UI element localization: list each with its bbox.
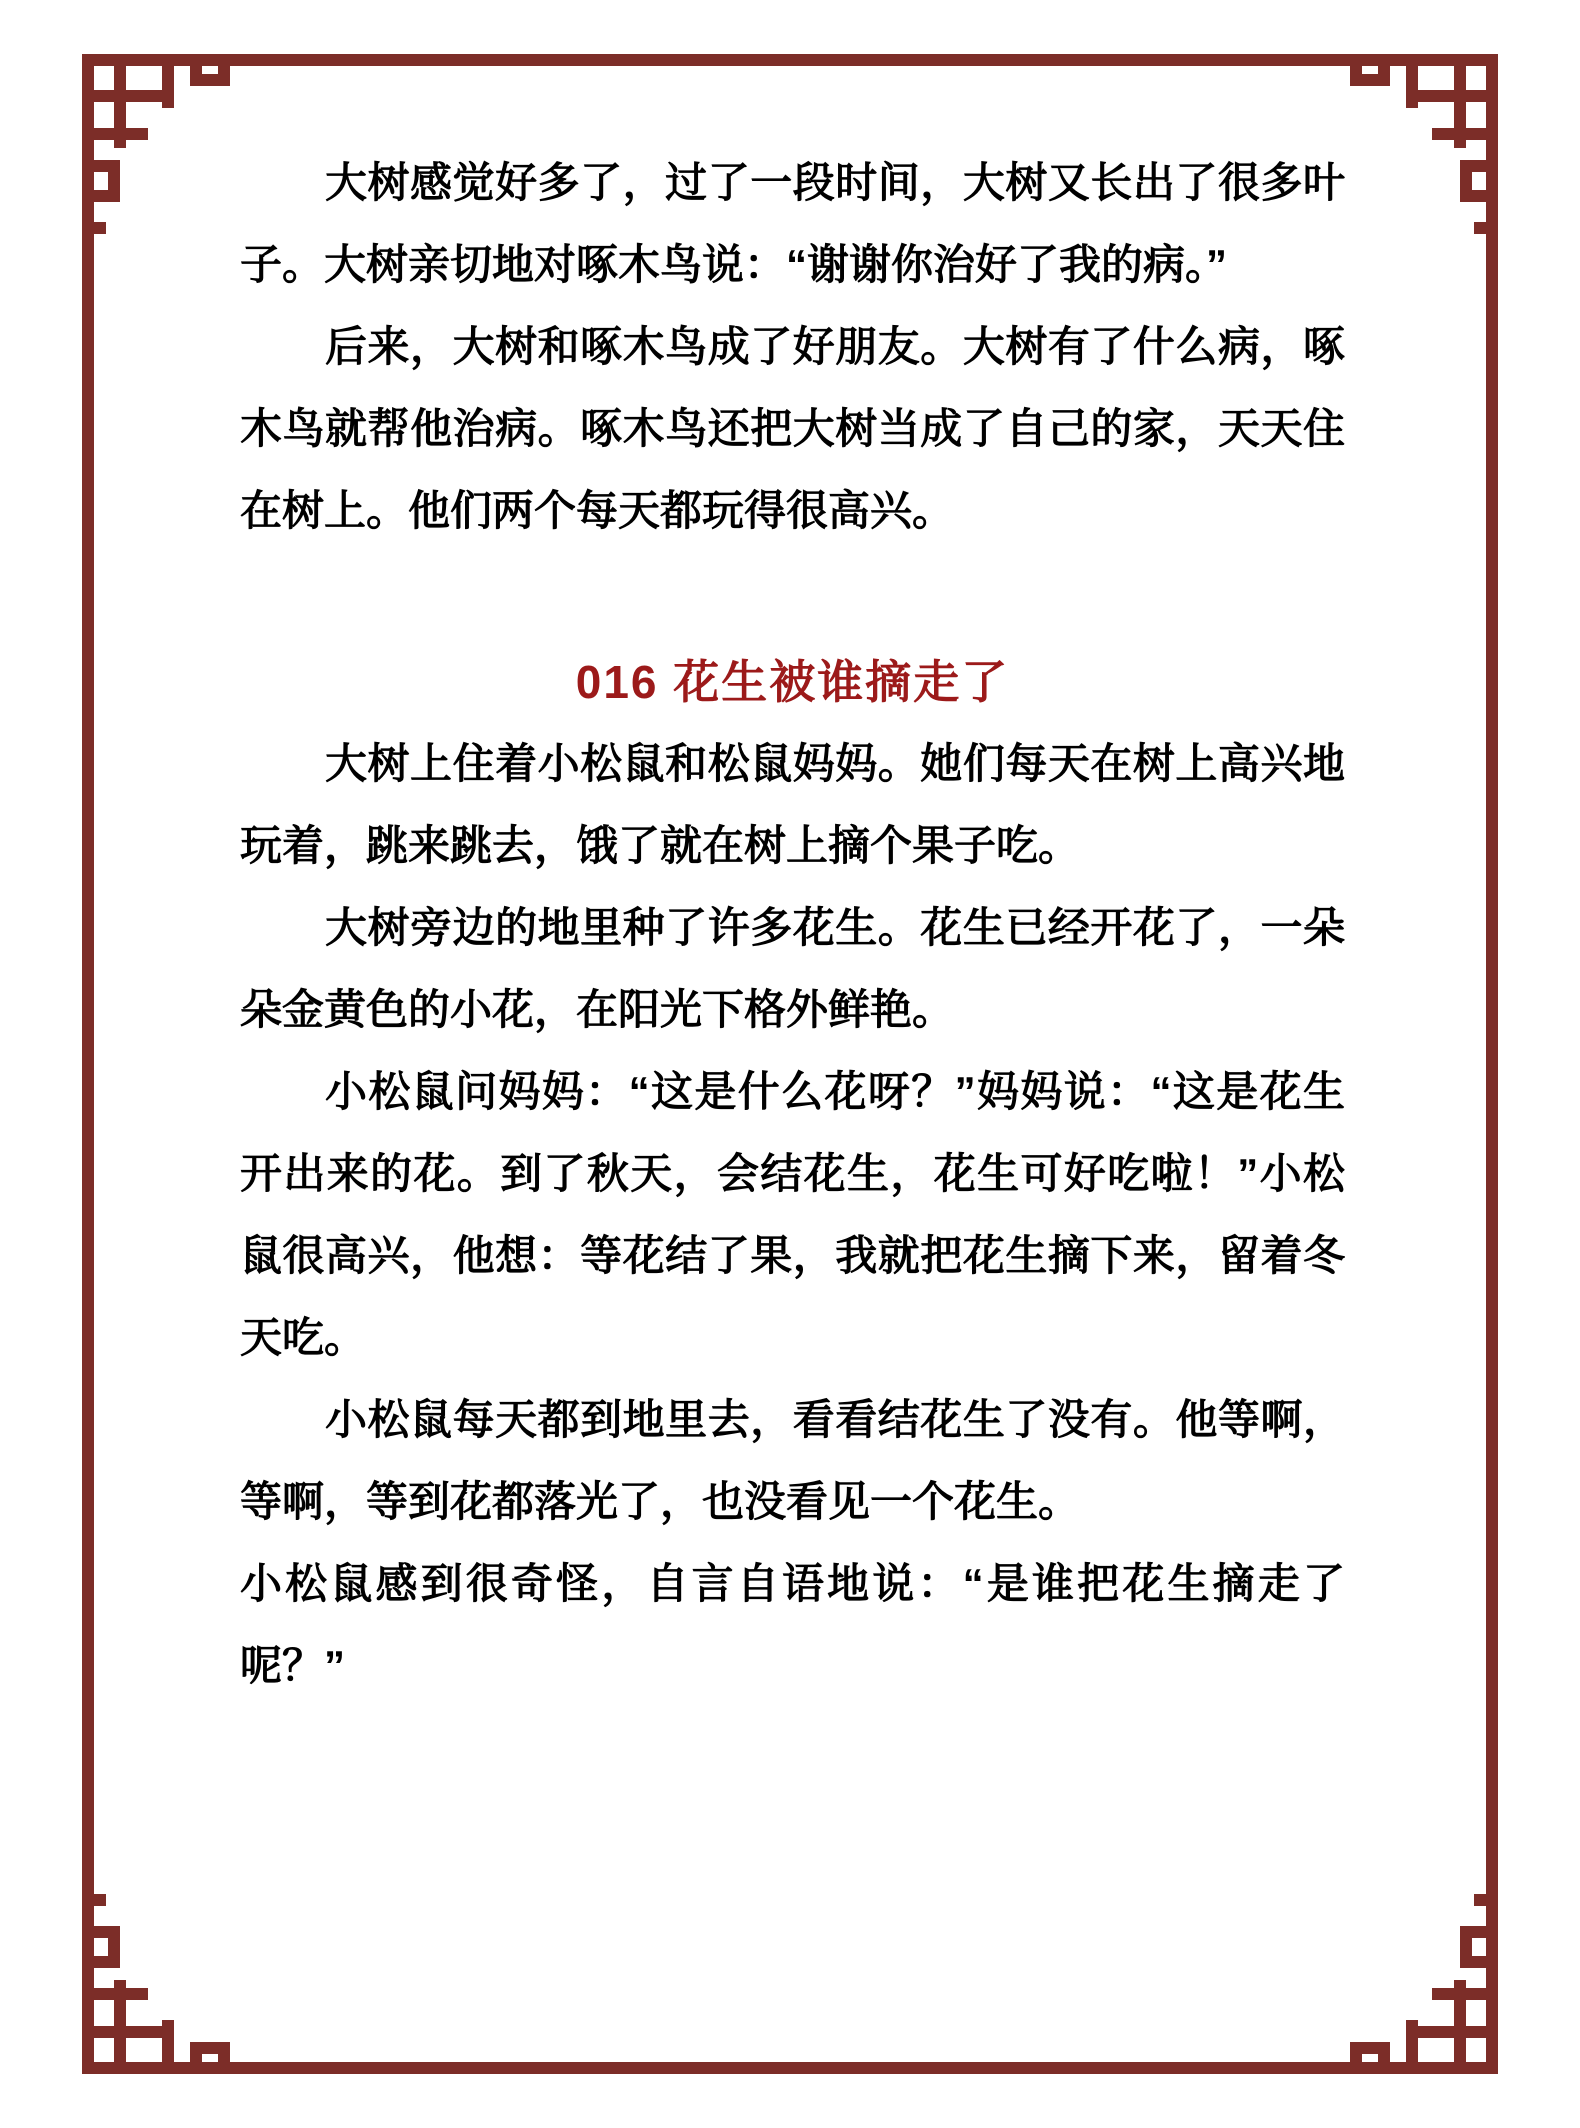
story-line: 开出来的花。到了秋天，会结花生，花生可好吃啦！”小松 — [240, 1150, 1345, 1197]
story-line: 大树旁边的地里种了许多花生。花生已经开花了，一朵 — [325, 904, 1345, 951]
corner-knot-top-right — [1356, 54, 1498, 228]
story-line: 小松鼠感到很奇怪，自言自语地说：“是谁把花生摘走了 — [240, 1560, 1345, 1607]
story-line: 在树上。他们两个每天都玩得很高兴。 — [240, 487, 955, 534]
story-line: 小松鼠每天都到地里去，看看结花生了没有。他等啊， — [325, 1396, 1345, 1443]
story-line: 鼠很高兴，他想：等花结了果，我就把花生摘下来，留着冬 — [240, 1232, 1345, 1279]
chapter-title: 016 花生被谁摘走了 — [575, 656, 1010, 708]
story-line: 小松鼠问妈妈：“这是什么花呀？”妈妈说：“这是花生 — [325, 1068, 1345, 1115]
story-line: 子。大树亲切地对啄木鸟说：“谢谢你治好了我的病。” — [240, 241, 1228, 288]
corner-knot-bottom-left — [82, 1900, 224, 2074]
story-line: 大树上住着小松鼠和松鼠妈妈。她们每天在树上高兴地 — [325, 740, 1345, 787]
story-line: 等啊，等到花都落光了，也没看见一个花生。 — [240, 1478, 1081, 1525]
corner-knot-bottom-right — [1356, 1900, 1498, 2074]
corner-knot-top-left — [82, 54, 224, 228]
story-line: 玩着，跳来跳去，饿了就在树上摘个果子吃。 — [240, 822, 1081, 869]
story-text-block — [240, 142, 1345, 1707]
story-line: 朵金黄色的小花，在阳光下格外鲜艳。 — [240, 986, 955, 1033]
story-line: 后来，大树和啄木鸟成了好朋友。大树有了什么病，啄 — [325, 323, 1345, 370]
story-line: 天吃。 — [240, 1314, 367, 1361]
story-line: 呢？” — [240, 1642, 346, 1689]
story-line: 大树感觉好多了，过了一段时间，大树又长出了很多叶 — [325, 159, 1345, 206]
story-line: 木鸟就帮他治病。啄木鸟还把大树当成了自己的家，天天住 — [240, 405, 1345, 452]
